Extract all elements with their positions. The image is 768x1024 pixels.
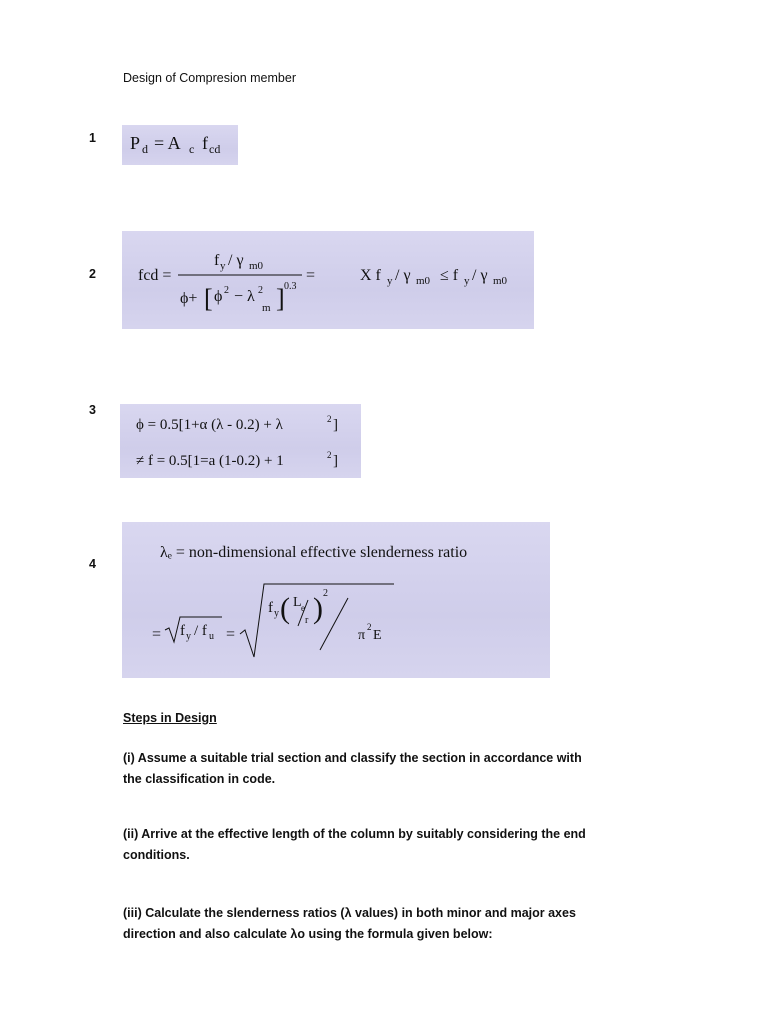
svg-text:[: [ [204,284,213,313]
step-item-1: (i) Assume a suitable trial section and classify the section in accordance with the classification in code. [123,751,582,786]
svg-text:=: = [226,626,236,643]
svg-text:c: c [189,142,195,156]
svg-text:2: 2 [258,285,263,296]
svg-text:/ γ: / γ [395,267,411,284]
svg-text:cd: cd [209,142,221,156]
svg-text:f: f [202,133,208,153]
svg-text:0.3: 0.3 [284,281,297,292]
svg-text:2: 2 [327,450,332,460]
svg-text:y: y [464,275,470,287]
steps-heading: Steps in Design [123,711,217,725]
svg-text:=: = [152,626,162,643]
svg-text:2: 2 [367,622,372,632]
svg-text:ϕ: ϕ [214,288,223,305]
svg-text:y: y [274,608,279,619]
svg-text:f: f [180,623,185,639]
svg-text:e: e [301,603,305,613]
svg-text:): ) [313,592,323,625]
svg-text:ϕ+: ϕ+ [180,290,198,307]
svg-text:y: y [220,260,226,272]
svg-text:r: r [305,615,309,626]
page-title: Design of Compresion member [123,71,296,85]
svg-text:f: f [268,600,273,616]
svg-text:]: ] [333,417,338,433]
svg-text:2: 2 [323,588,328,599]
svg-text:m: m [262,302,271,314]
svg-text:L: L [293,595,302,610]
svg-text:2: 2 [327,414,332,424]
svg-text:λₑ = non-dimensional effective: λₑ = non-dimensional effective slenderness ratio [160,544,468,561]
equation-3-image [120,404,361,478]
svg-text:= A: = A [154,133,181,153]
svg-text:u: u [209,631,214,642]
svg-text:/ γ: / γ [472,267,488,284]
equation-number-2: 2 [89,267,96,281]
svg-text:≠ f = 0.5[1=a (1-0.2) + 1: ≠ f = 0.5[1=a (1-0.2) + 1 [136,453,284,469]
equation-number-1: 1 [89,131,96,145]
svg-text:y: y [186,631,191,642]
svg-text:d: d [142,142,148,156]
step-item-2: (ii) Arrive at the effective length of the column by suitably considering the end conditions. [123,827,586,862]
svg-text:=: = [306,267,316,284]
svg-text:E: E [373,628,382,643]
svg-text:m0: m0 [493,275,508,287]
equation-number-4: 4 [89,557,96,571]
svg-text:m0: m0 [249,260,264,272]
svg-text:π: π [358,628,366,643]
svg-text:ϕ = 0.5[1+α (λ - 0.2) + λ: ϕ = 0.5[1+α (λ - 0.2) + λ [136,417,283,433]
svg-text:(: ( [280,592,290,625]
svg-text:m0: m0 [416,275,431,287]
svg-text:X f: X f [360,267,381,284]
svg-text:fcd =: fcd = [138,267,172,284]
svg-text:P: P [130,133,141,153]
equation-number-3: 3 [89,403,96,417]
equation-4-image [122,522,550,678]
svg-text:/ γ: / γ [228,252,244,269]
svg-text:≤ f: ≤ f [440,267,459,284]
svg-text:2: 2 [224,285,229,296]
svg-text:/ f: / f [194,623,207,639]
svg-text:f: f [214,252,220,269]
equation-1-image [122,125,238,165]
svg-text:]: ] [333,453,338,469]
step-item-3: (iii) Calculate the slenderness ratios (λ values) in both minor and major axes direction and also calculate λo using the formula given below: [123,906,576,941]
equation-2-image [122,231,534,329]
svg-text:− λ: − λ [234,288,255,305]
svg-text:y: y [387,275,393,287]
svg-text:]: ] [276,284,285,313]
